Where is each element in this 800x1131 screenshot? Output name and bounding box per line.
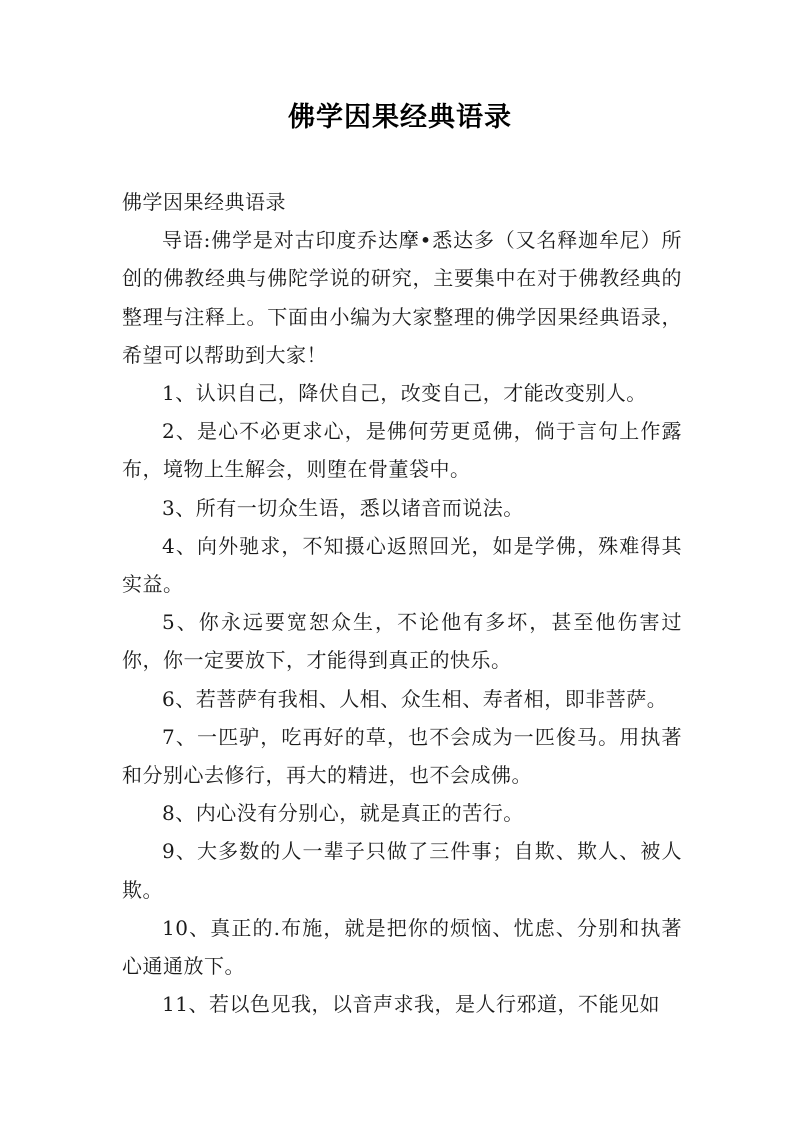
quote-paragraph: 3、所有一切众生语，悉以诸音而说法。 (162, 495, 524, 520)
quote-paragraph: 10、真正的.布施，就是把你的烦恼、忧虑、分别和执著心通通放下。 (122, 915, 682, 979)
quote-paragraph: 4、向外驰求，不知摄心返照回光，如是学佛，殊难得其实益。 (122, 533, 682, 597)
quote-paragraph: 1、认识自己，降伏自己，改变自己，才能改变别人。 (162, 381, 647, 406)
quote-paragraph: 8、内心没有分别心，就是真正的苦行。 (162, 801, 524, 826)
quote-paragraph: 9、大多数的人一辈子只做了三件事；自欺、欺人、被人欺。 (122, 839, 682, 902)
quote-paragraph: 5、你永远要宽恕众生，不论他有多坏，甚至他伤害过你，你一定要放下，才能得到真正的快乐。 (122, 610, 682, 673)
document-title: 佛学因果经典语录 (288, 102, 512, 133)
quote-paragraph: 7、一匹驴，吃再好的草，也不会成为一匹俊马。用执著和分别心去修行，再大的精进，也不会成佛。 (122, 724, 682, 788)
intro-paragraph: 导语:佛学是对古印度乔达摩•悉达多（又名释迦牟尼）所创的佛教经典与佛陀学说的研究，主要集中在对于佛教经典的整理与注释上。下面由小编为大家整理的佛学因果经典语录，希望可以帮助到大家！ (122, 228, 682, 367)
document-body (122, 183, 682, 1023)
quote-paragraph: 6、若菩萨有我相、人相、众生相、寿者相，即非菩萨。 (162, 686, 668, 711)
quote-paragraph: 2、是心不必更求心，是佛何劳更觅佛，倘于言句上作露布，境物上生解会，则堕在骨董袋中。 (122, 419, 682, 482)
document-subtitle: 佛学因果经典语录 (122, 190, 286, 214)
quote-paragraph: 11、若以色见我，以音声求我，是人行邪道，不能见如 (162, 992, 660, 1017)
